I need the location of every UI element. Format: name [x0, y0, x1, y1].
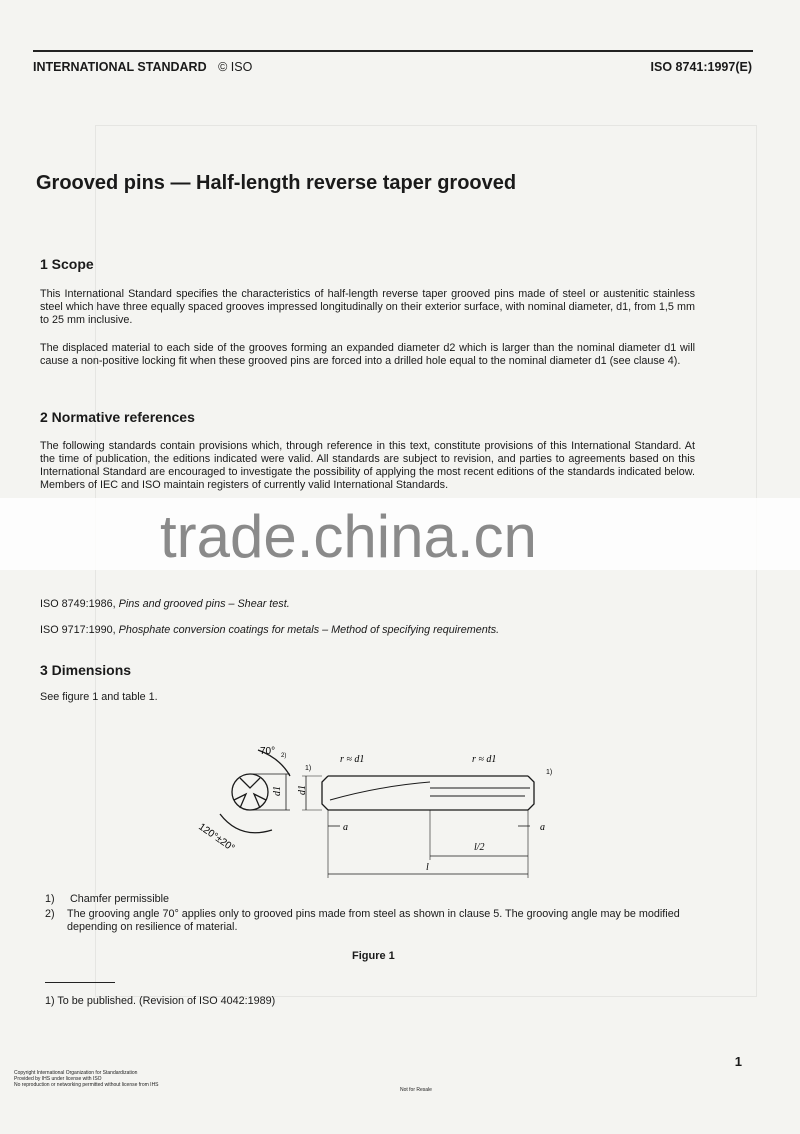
section-heading-dimensions: 3 Dimensions — [40, 662, 132, 678]
half-length-label: l/2 — [474, 842, 485, 853]
copyright-line: Provided by IHS under license with ISO — [14, 1076, 102, 1082]
reference-item — [40, 598, 290, 610]
reference-item — [40, 624, 499, 636]
pin-left-chamfer — [322, 776, 328, 810]
pin-right-chamfer — [528, 776, 534, 810]
footnote-rule — [45, 982, 115, 983]
chamfer-a-left: a — [343, 822, 348, 833]
section-heading-scope: 1 Scope — [40, 256, 94, 272]
note-ref-left: 1) — [305, 765, 312, 772]
copyright-line: Copyright International Organization for Standardization — [14, 1070, 138, 1076]
figure-1-drawing — [180, 730, 570, 890]
section-heading-normative: 2 Normative references — [40, 409, 195, 425]
radius-right-label: r ≈ d1 — [472, 754, 497, 765]
page-number: 1 — [734, 1054, 742, 1069]
d1-label-section: d1 — [272, 786, 283, 796]
d1-label-pin: d1 — [297, 785, 308, 795]
figure-caption: Figure 1 — [352, 950, 395, 962]
header-left — [33, 60, 252, 74]
angle-top-label: 70° — [260, 746, 276, 757]
dimensions-paragraph: See figure 1 and table 1. — [40, 691, 158, 703]
header-rule — [33, 50, 753, 52]
standard-label: INTERNATIONAL STANDARD — [33, 60, 207, 74]
cross-section-circle — [232, 774, 268, 810]
radius-left-label: r ≈ d1 — [340, 754, 365, 765]
chamfer-a-right: a — [540, 822, 545, 833]
scope-paragraph-2: The displaced material to each side of the grooves forming an expanded diameter d2 which is larger than the nominal diameter d1 will cause a non-positive locking fit when these grooved pins are forced into a drilled hole equal to the nominal diameter d1 (see clause 4). — [40, 342, 695, 367]
angle-top-note: 2) — [281, 753, 287, 759]
groove-right — [254, 794, 266, 808]
groove-line-1 — [330, 782, 430, 800]
pin-drawing-svg — [180, 730, 570, 890]
groove-top — [240, 778, 260, 788]
watermark: trade.china.cn — [160, 503, 537, 570]
iso-mark: © ISO — [218, 60, 253, 74]
reference-title: Phosphate conversion coatings for metals – Method of specifying requirements. — [118, 624, 500, 636]
note-text: The grooving angle 70° applies only to grooved pins made from steel as shown in clause 5. The grooving angle may be modified depending on resilience of material. — [67, 908, 680, 933]
figure-note — [45, 908, 705, 934]
normative-paragraph: The following standards contain provisions which, through reference in this text, constitute provisions of this International Standard. At the time of publication, the editions indicated were valid. All standards are subject to revision, and parties to agreements based on this International Standard are encouraged to investigate the possibility of applying the most recent editions of the standards indicated below. Members of IEC and ISO maintain registers of currently valid International Standards. — [40, 440, 695, 491]
length-label: l — [426, 862, 429, 873]
standard-number: ISO 8741:1997(E) — [650, 60, 752, 74]
reference-title: Pins and grooved pins – Shear test. — [118, 598, 290, 610]
angle-bottom-label: 120°±20° — [196, 821, 237, 855]
note-number: 2) — [45, 908, 55, 920]
not-for-resale: Not for Resale — [400, 1087, 432, 1093]
note-number: 1) — [45, 893, 55, 905]
scope-paragraph-1: This International Standard specifies the characteristics of half-length reverse taper grooved pins made of steel or austenitic stainless steel which have three equally spaced grooves impressed longitudinally on their exterior surface, with nominal diameter, d1, from 1,5 mm to 25 mm inclusive. — [40, 288, 695, 326]
groove-left — [234, 794, 246, 808]
note-text: Chamfer permissible — [70, 893, 170, 905]
page-title: Grooved pins — Half-length reverse taper grooved — [36, 172, 517, 194]
note-ref-right: 1) — [546, 769, 553, 776]
figure-note — [45, 893, 169, 905]
copyright-line: No reproduction or networking permitted without license from IHS — [14, 1082, 159, 1088]
footnote: 1) To be published. (Revision of ISO 4042:1989) — [45, 995, 276, 1007]
reference-code: ISO 8749:1986, — [40, 598, 116, 610]
reference-code: ISO 9717:1990, — [40, 624, 116, 636]
angle-arc-bottom — [220, 814, 272, 833]
